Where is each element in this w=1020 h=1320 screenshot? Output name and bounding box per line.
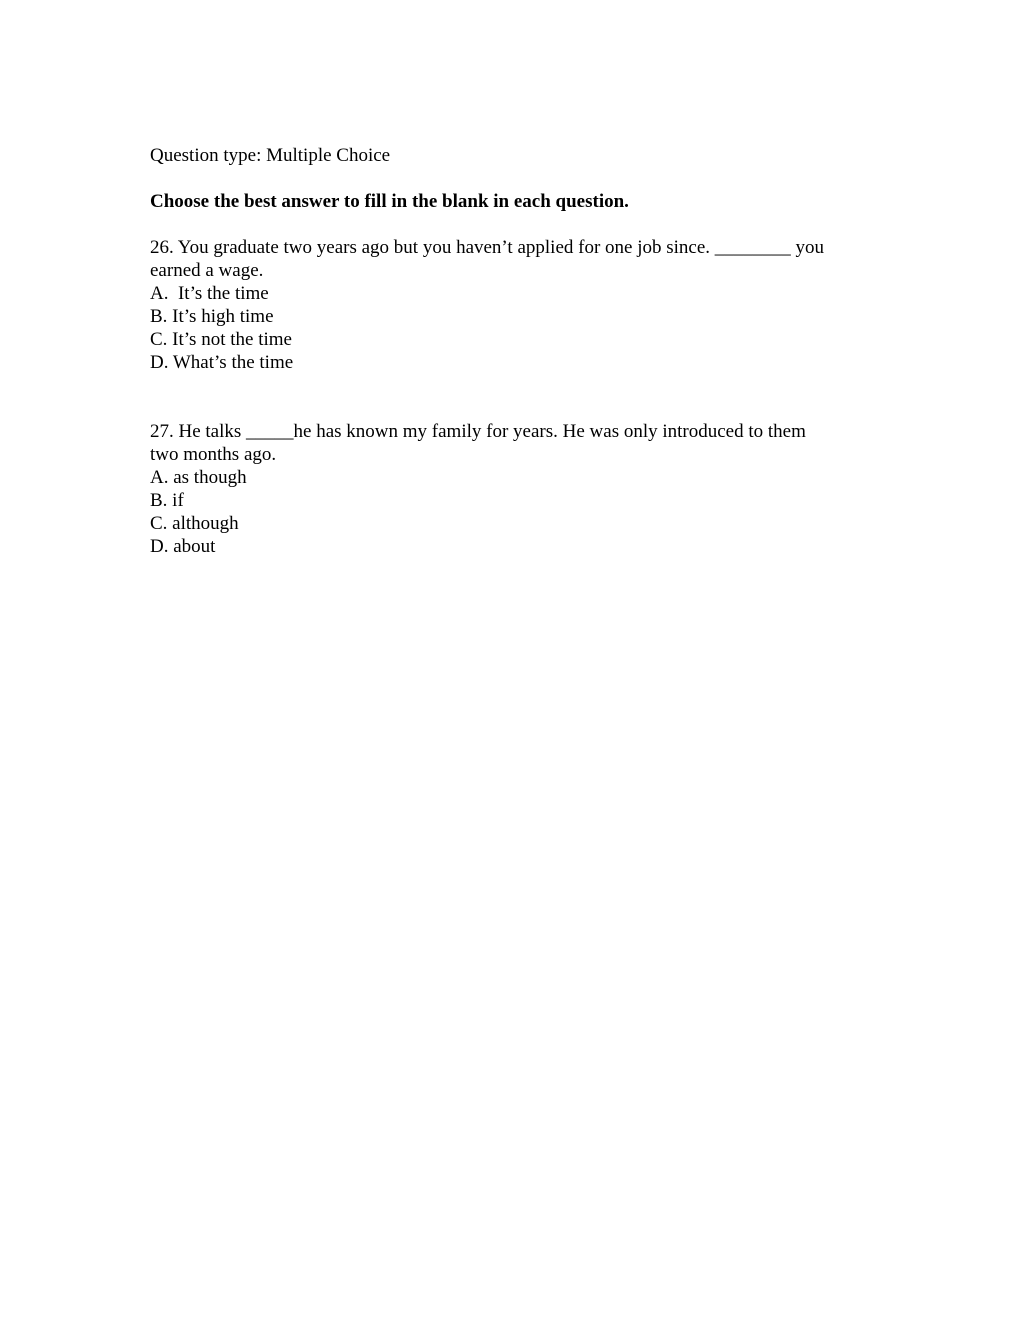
question-27 xyxy=(150,420,870,558)
question-stem-line: 27. He talks _____he has known my family for years. He was only introduced to them xyxy=(150,421,806,442)
document-page xyxy=(150,144,870,558)
instruction-text: Choose the best answer to fill in the blank in each question. xyxy=(150,191,629,212)
question-type-label: Question type: Multiple Choice xyxy=(150,145,391,166)
option-a: A. It’s the time xyxy=(150,283,269,304)
question-stem-line: earned a wage. xyxy=(150,260,264,281)
option-c: C. It’s not the time xyxy=(150,329,292,350)
option-b: B. if xyxy=(150,490,184,511)
question-stem-line: two months ago. xyxy=(150,444,277,465)
option-d: D. What’s the time xyxy=(150,352,294,373)
option-a: A. as though xyxy=(150,467,247,488)
question-26 xyxy=(150,236,870,374)
option-c: C. although xyxy=(150,513,239,534)
option-d: D. about xyxy=(150,536,216,557)
option-b: B. It’s high time xyxy=(150,306,274,327)
question-stem-line: 26. You graduate two years ago but you haven’t applied for one job since. ________ you xyxy=(150,237,825,258)
